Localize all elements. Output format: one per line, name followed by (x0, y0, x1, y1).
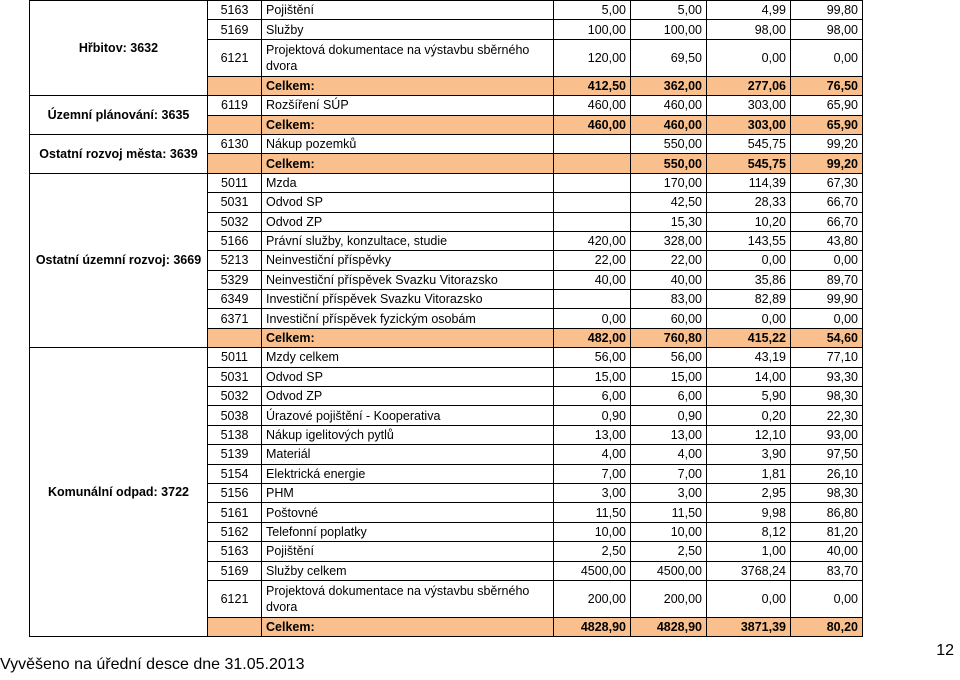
budget-original: 13,00 (554, 425, 631, 444)
budget-original: 100,00 (554, 20, 631, 39)
actual-spent: 0,20 (707, 406, 791, 425)
item-name: Telefonní poplatky (262, 522, 554, 541)
table-row (30, 348, 863, 367)
percent-fulfilled: 26,10 (791, 464, 863, 483)
budget-adjusted: 2,50 (631, 542, 707, 561)
budget-adjusted: 4828,90 (631, 617, 707, 636)
item-name: Neinvestiční příspěvek Svazku Vitorazsko (262, 270, 554, 289)
percent-fulfilled: 98,30 (791, 387, 863, 406)
budget-original: 0,00 (554, 309, 631, 328)
budget-adjusted: 550,00 (631, 134, 707, 153)
actual-spent: 0,00 (707, 39, 791, 76)
budget-original: 2,50 (554, 542, 631, 561)
budget-adjusted: 11,50 (631, 503, 707, 522)
budget-original: 0,90 (554, 406, 631, 425)
percent-fulfilled: 22,30 (791, 406, 863, 425)
item-name: Elektrická energie (262, 464, 554, 483)
actual-spent: 303,00 (707, 96, 791, 115)
item-code (208, 154, 262, 173)
actual-spent: 35,86 (707, 270, 791, 289)
percent-fulfilled: 99,80 (791, 1, 863, 20)
budget-adjusted: 328,00 (631, 231, 707, 250)
section-label: Ostatní územní rozvoj: 3669 (30, 173, 208, 348)
publication-note: Vyvěšeno na úřední desce dne 31.05.2013 (0, 656, 305, 673)
actual-spent: 0,00 (707, 580, 791, 617)
percent-fulfilled: 54,60 (791, 328, 863, 347)
item-name: Pojištění (262, 542, 554, 561)
actual-spent: 3,90 (707, 445, 791, 464)
item-code: 5169 (208, 561, 262, 580)
actual-spent: 545,75 (707, 154, 791, 173)
budget-original (554, 193, 631, 212)
budget-adjusted: 170,00 (631, 173, 707, 192)
item-code: 5011 (208, 348, 262, 367)
item-name: Nákup pozemků (262, 134, 554, 153)
item-name: Úrazové pojištění - Kooperativa (262, 406, 554, 425)
percent-fulfilled: 66,70 (791, 212, 863, 231)
item-code: 6371 (208, 309, 262, 328)
item-code: 5169 (208, 20, 262, 39)
section-label: Hřbitov: 3632 (30, 1, 208, 96)
percent-fulfilled: 76,50 (791, 76, 863, 95)
item-code: 6121 (208, 39, 262, 76)
percent-fulfilled: 97,50 (791, 445, 863, 464)
budget-original: 460,00 (554, 115, 631, 134)
percent-fulfilled: 0,00 (791, 251, 863, 270)
item-name: Celkem: (262, 328, 554, 347)
percent-fulfilled: 83,70 (791, 561, 863, 580)
actual-spent: 545,75 (707, 134, 791, 153)
item-name: Materiál (262, 445, 554, 464)
item-code (208, 328, 262, 347)
table-row (30, 1, 863, 20)
budget-original: 56,00 (554, 348, 631, 367)
actual-spent: 8,12 (707, 522, 791, 541)
budget-original: 4500,00 (554, 561, 631, 580)
item-name: Poštovné (262, 503, 554, 522)
budget-adjusted: 4500,00 (631, 561, 707, 580)
budget-original: 11,50 (554, 503, 631, 522)
actual-spent: 12,10 (707, 425, 791, 444)
item-code: 5038 (208, 406, 262, 425)
budget-adjusted: 22,00 (631, 251, 707, 270)
percent-fulfilled: 0,00 (791, 580, 863, 617)
actual-spent: 98,00 (707, 20, 791, 39)
percent-fulfilled: 65,90 (791, 96, 863, 115)
percent-fulfilled: 77,10 (791, 348, 863, 367)
budget-original: 3,00 (554, 483, 631, 502)
percent-fulfilled: 67,30 (791, 173, 863, 192)
budget-original: 7,00 (554, 464, 631, 483)
budget-original: 460,00 (554, 96, 631, 115)
item-name: Pojištění (262, 1, 554, 20)
percent-fulfilled: 43,80 (791, 231, 863, 250)
budget-original: 412,50 (554, 76, 631, 95)
percent-fulfilled: 86,80 (791, 503, 863, 522)
section-label: Ostatní rozvoj města: 3639 (30, 134, 208, 173)
actual-spent: 114,39 (707, 173, 791, 192)
section-label: Komunální odpad: 3722 (30, 348, 208, 637)
item-name: Rozšíření SÚP (262, 96, 554, 115)
item-name: Celkem: (262, 154, 554, 173)
budget-adjusted: 3,00 (631, 483, 707, 502)
item-name: Celkem: (262, 76, 554, 95)
percent-fulfilled: 99,90 (791, 290, 863, 309)
item-code (208, 76, 262, 95)
actual-spent: 3768,24 (707, 561, 791, 580)
item-name: Celkem: (262, 617, 554, 636)
percent-fulfilled: 0,00 (791, 39, 863, 76)
budget-original: 482,00 (554, 328, 631, 347)
budget-adjusted: 15,30 (631, 212, 707, 231)
percent-fulfilled: 65,90 (791, 115, 863, 134)
actual-spent: 9,98 (707, 503, 791, 522)
budget-adjusted: 60,00 (631, 309, 707, 328)
actual-spent: 10,20 (707, 212, 791, 231)
item-code (208, 617, 262, 636)
actual-spent: 415,22 (707, 328, 791, 347)
budget-adjusted: 15,00 (631, 367, 707, 386)
item-code: 5162 (208, 522, 262, 541)
item-name: Odvod ZP (262, 387, 554, 406)
item-name: Nákup igelitových pytlů (262, 425, 554, 444)
budget-adjusted: 10,00 (631, 522, 707, 541)
budget-adjusted: 83,00 (631, 290, 707, 309)
budget-original (554, 212, 631, 231)
actual-spent: 0,00 (707, 251, 791, 270)
item-name: Služby (262, 20, 554, 39)
budget-original: 200,00 (554, 580, 631, 617)
item-code: 5156 (208, 483, 262, 502)
budget-adjusted: 4,00 (631, 445, 707, 464)
item-name: Investiční příspěvek Svazku Vitorazsko (262, 290, 554, 309)
item-code: 5163 (208, 542, 262, 561)
item-name: Služby celkem (262, 561, 554, 580)
item-code: 5031 (208, 193, 262, 212)
budget-original: 4828,90 (554, 617, 631, 636)
item-code: 5166 (208, 231, 262, 250)
actual-spent: 303,00 (707, 115, 791, 134)
item-code: 5163 (208, 1, 262, 20)
budget-adjusted: 6,00 (631, 387, 707, 406)
item-name: Mzda (262, 173, 554, 192)
budget-adjusted: 760,80 (631, 328, 707, 347)
budget-original (554, 134, 631, 153)
percent-fulfilled: 99,20 (791, 154, 863, 173)
actual-spent: 4,99 (707, 1, 791, 20)
percent-fulfilled: 98,30 (791, 483, 863, 502)
budget-adjusted: 200,00 (631, 580, 707, 617)
budget-adjusted: 69,50 (631, 39, 707, 76)
budget-original: 5,00 (554, 1, 631, 20)
budget-original (554, 154, 631, 173)
budget-original: 120,00 (554, 39, 631, 76)
percent-fulfilled: 89,70 (791, 270, 863, 289)
item-code: 5138 (208, 425, 262, 444)
budget-original: 4,00 (554, 445, 631, 464)
budget-adjusted: 42,50 (631, 193, 707, 212)
item-code: 6121 (208, 580, 262, 617)
section-label: Územní plánování: 3635 (30, 96, 208, 135)
actual-spent: 28,33 (707, 193, 791, 212)
actual-spent: 277,06 (707, 76, 791, 95)
percent-fulfilled: 98,00 (791, 20, 863, 39)
item-name: Právní služby, konzultace, studie (262, 231, 554, 250)
item-name: Investiční příspěvek fyzickým osobám (262, 309, 554, 328)
actual-spent: 143,55 (707, 231, 791, 250)
item-code: 6130 (208, 134, 262, 153)
percent-fulfilled: 93,30 (791, 367, 863, 386)
table-row (30, 96, 863, 115)
item-name: Odvod SP (262, 193, 554, 212)
budget-adjusted: 5,00 (631, 1, 707, 20)
budget-adjusted: 7,00 (631, 464, 707, 483)
item-name: Mzdy celkem (262, 348, 554, 367)
percent-fulfilled: 80,20 (791, 617, 863, 636)
actual-spent: 3871,39 (707, 617, 791, 636)
budget-adjusted: 550,00 (631, 154, 707, 173)
percent-fulfilled: 99,20 (791, 134, 863, 153)
item-code: 6119 (208, 96, 262, 115)
percent-fulfilled: 40,00 (791, 542, 863, 561)
item-code: 6349 (208, 290, 262, 309)
actual-spent: 5,90 (707, 387, 791, 406)
budget-adjusted: 56,00 (631, 348, 707, 367)
budget-original: 420,00 (554, 231, 631, 250)
actual-spent: 1,00 (707, 542, 791, 561)
item-code: 5032 (208, 212, 262, 231)
item-code: 5032 (208, 387, 262, 406)
item-code: 5161 (208, 503, 262, 522)
actual-spent: 14,00 (707, 367, 791, 386)
item-name: PHM (262, 483, 554, 502)
item-name: Celkem: (262, 115, 554, 134)
budget-adjusted: 460,00 (631, 96, 707, 115)
budget-adjusted: 362,00 (631, 76, 707, 95)
item-code: 5031 (208, 367, 262, 386)
actual-spent: 2,95 (707, 483, 791, 502)
item-code: 5154 (208, 464, 262, 483)
budget-original (554, 173, 631, 192)
item-code: 5139 (208, 445, 262, 464)
budget-original: 15,00 (554, 367, 631, 386)
budget-table (29, 0, 863, 637)
actual-spent: 82,89 (707, 290, 791, 309)
item-code (208, 115, 262, 134)
page-number: 12 (936, 642, 954, 659)
percent-fulfilled: 93,00 (791, 425, 863, 444)
item-code: 5213 (208, 251, 262, 270)
budget-adjusted: 13,00 (631, 425, 707, 444)
budget-adjusted: 0,90 (631, 406, 707, 425)
budget-original: 6,00 (554, 387, 631, 406)
actual-spent: 1,81 (707, 464, 791, 483)
actual-spent: 0,00 (707, 309, 791, 328)
percent-fulfilled: 81,20 (791, 522, 863, 541)
budget-adjusted: 460,00 (631, 115, 707, 134)
item-name: Odvod SP (262, 367, 554, 386)
budget-original: 40,00 (554, 270, 631, 289)
item-name: Projektová dokumentace na výstavbu sběrného dvora (262, 580, 554, 617)
table-row (30, 173, 863, 192)
budget-original: 10,00 (554, 522, 631, 541)
item-name: Projektová dokumentace na výstavbu sběrného dvora (262, 39, 554, 76)
budget-original: 22,00 (554, 251, 631, 270)
item-code: 5329 (208, 270, 262, 289)
item-name: Odvod ZP (262, 212, 554, 231)
budget-adjusted: 40,00 (631, 270, 707, 289)
budget-adjusted: 100,00 (631, 20, 707, 39)
percent-fulfilled: 66,70 (791, 193, 863, 212)
table-row (30, 134, 863, 153)
actual-spent: 43,19 (707, 348, 791, 367)
item-code: 5011 (208, 173, 262, 192)
item-name: Neinvestiční příspěvky (262, 251, 554, 270)
budget-original (554, 290, 631, 309)
percent-fulfilled: 0,00 (791, 309, 863, 328)
